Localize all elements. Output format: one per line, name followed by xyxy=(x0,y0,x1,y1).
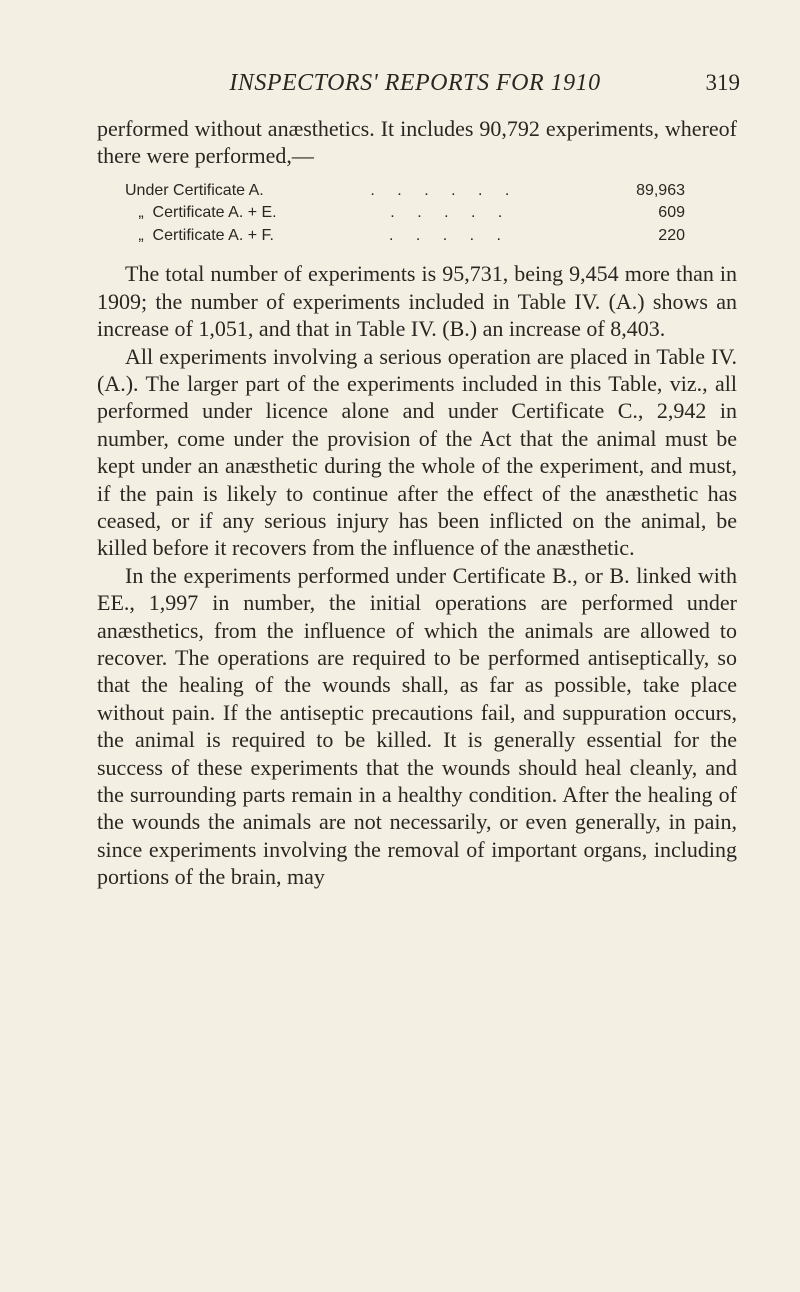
leader-dots: . . . . . xyxy=(390,204,512,222)
leader-dots: . . . . . xyxy=(388,226,510,244)
page-number: 319 xyxy=(705,70,740,95)
certificate-value: 220 xyxy=(658,226,685,244)
paragraph-serious-operations: All experiments involving a serious operation are placed in Table IV. (A.). The larger part of the experiments included in this Table, viz., all performed under licence alone and under Certificate C., 2,942 in number, come under the provision of the Act that the animal must be kept under an anæsthetic during the whole of the experiment, and must, if the pain is likely to continue after the effect of the anæsthetic has ceased, or if any serious injury has been inflicted on the animal, be killed before it recovers from the influence of the anæsthetic. xyxy=(97,343,737,561)
certificate-label: „ Certificate A. + E. xyxy=(125,204,277,222)
paragraph-certificate-b: In the experiments performed under Certificate B., or B. linked with EE., 1,997 in number, the initial operations are performed under anæsthetics, from the influence of which the animals are allowed to recover. The operations are required to be performed antiseptically, so that the healing of the wounds shall, as far as possible, take place without pain. If the antiseptic precautions fail, and suppuration occurs, the animal is required to be killed. It is generally essential for the success of these experiments that the wounds should heal cleanly, and the surrounding parts remain in a healthy condition. After the healing of the wounds the animals are not necessarily, or even generally, in pain, since experiments involving the removal of important organs, including portions of the brain, may xyxy=(97,562,737,890)
certificate-row xyxy=(125,225,685,248)
intro-paragraph: performed without anæsthetics. It includes 90,792 experiments, whereof there were performed,— xyxy=(97,116,737,169)
certificate-label: „ Certificate A. + F. xyxy=(125,226,274,244)
page-header xyxy=(90,70,740,100)
certificate-value: 89,963 xyxy=(636,181,685,199)
certificate-value: 609 xyxy=(658,204,685,222)
paragraph-total-experiments: The total number of experiments is 95,731, being 9,454 more than in 1909; the number of experiments included in Table IV. (A.) shows an increase of 1,051, and that in Table IV. (B.) an increase of 8,403. xyxy=(97,261,737,342)
certificate-list xyxy=(125,180,737,248)
certificate-row xyxy=(125,180,685,203)
leader-dots: . . . . . . xyxy=(370,181,519,199)
body-text xyxy=(97,115,737,891)
running-title: INSPECTORS' REPORTS FOR 1910 xyxy=(229,70,601,96)
certificate-row xyxy=(125,202,685,225)
certificate-label: Under Certificate A. xyxy=(125,181,264,199)
